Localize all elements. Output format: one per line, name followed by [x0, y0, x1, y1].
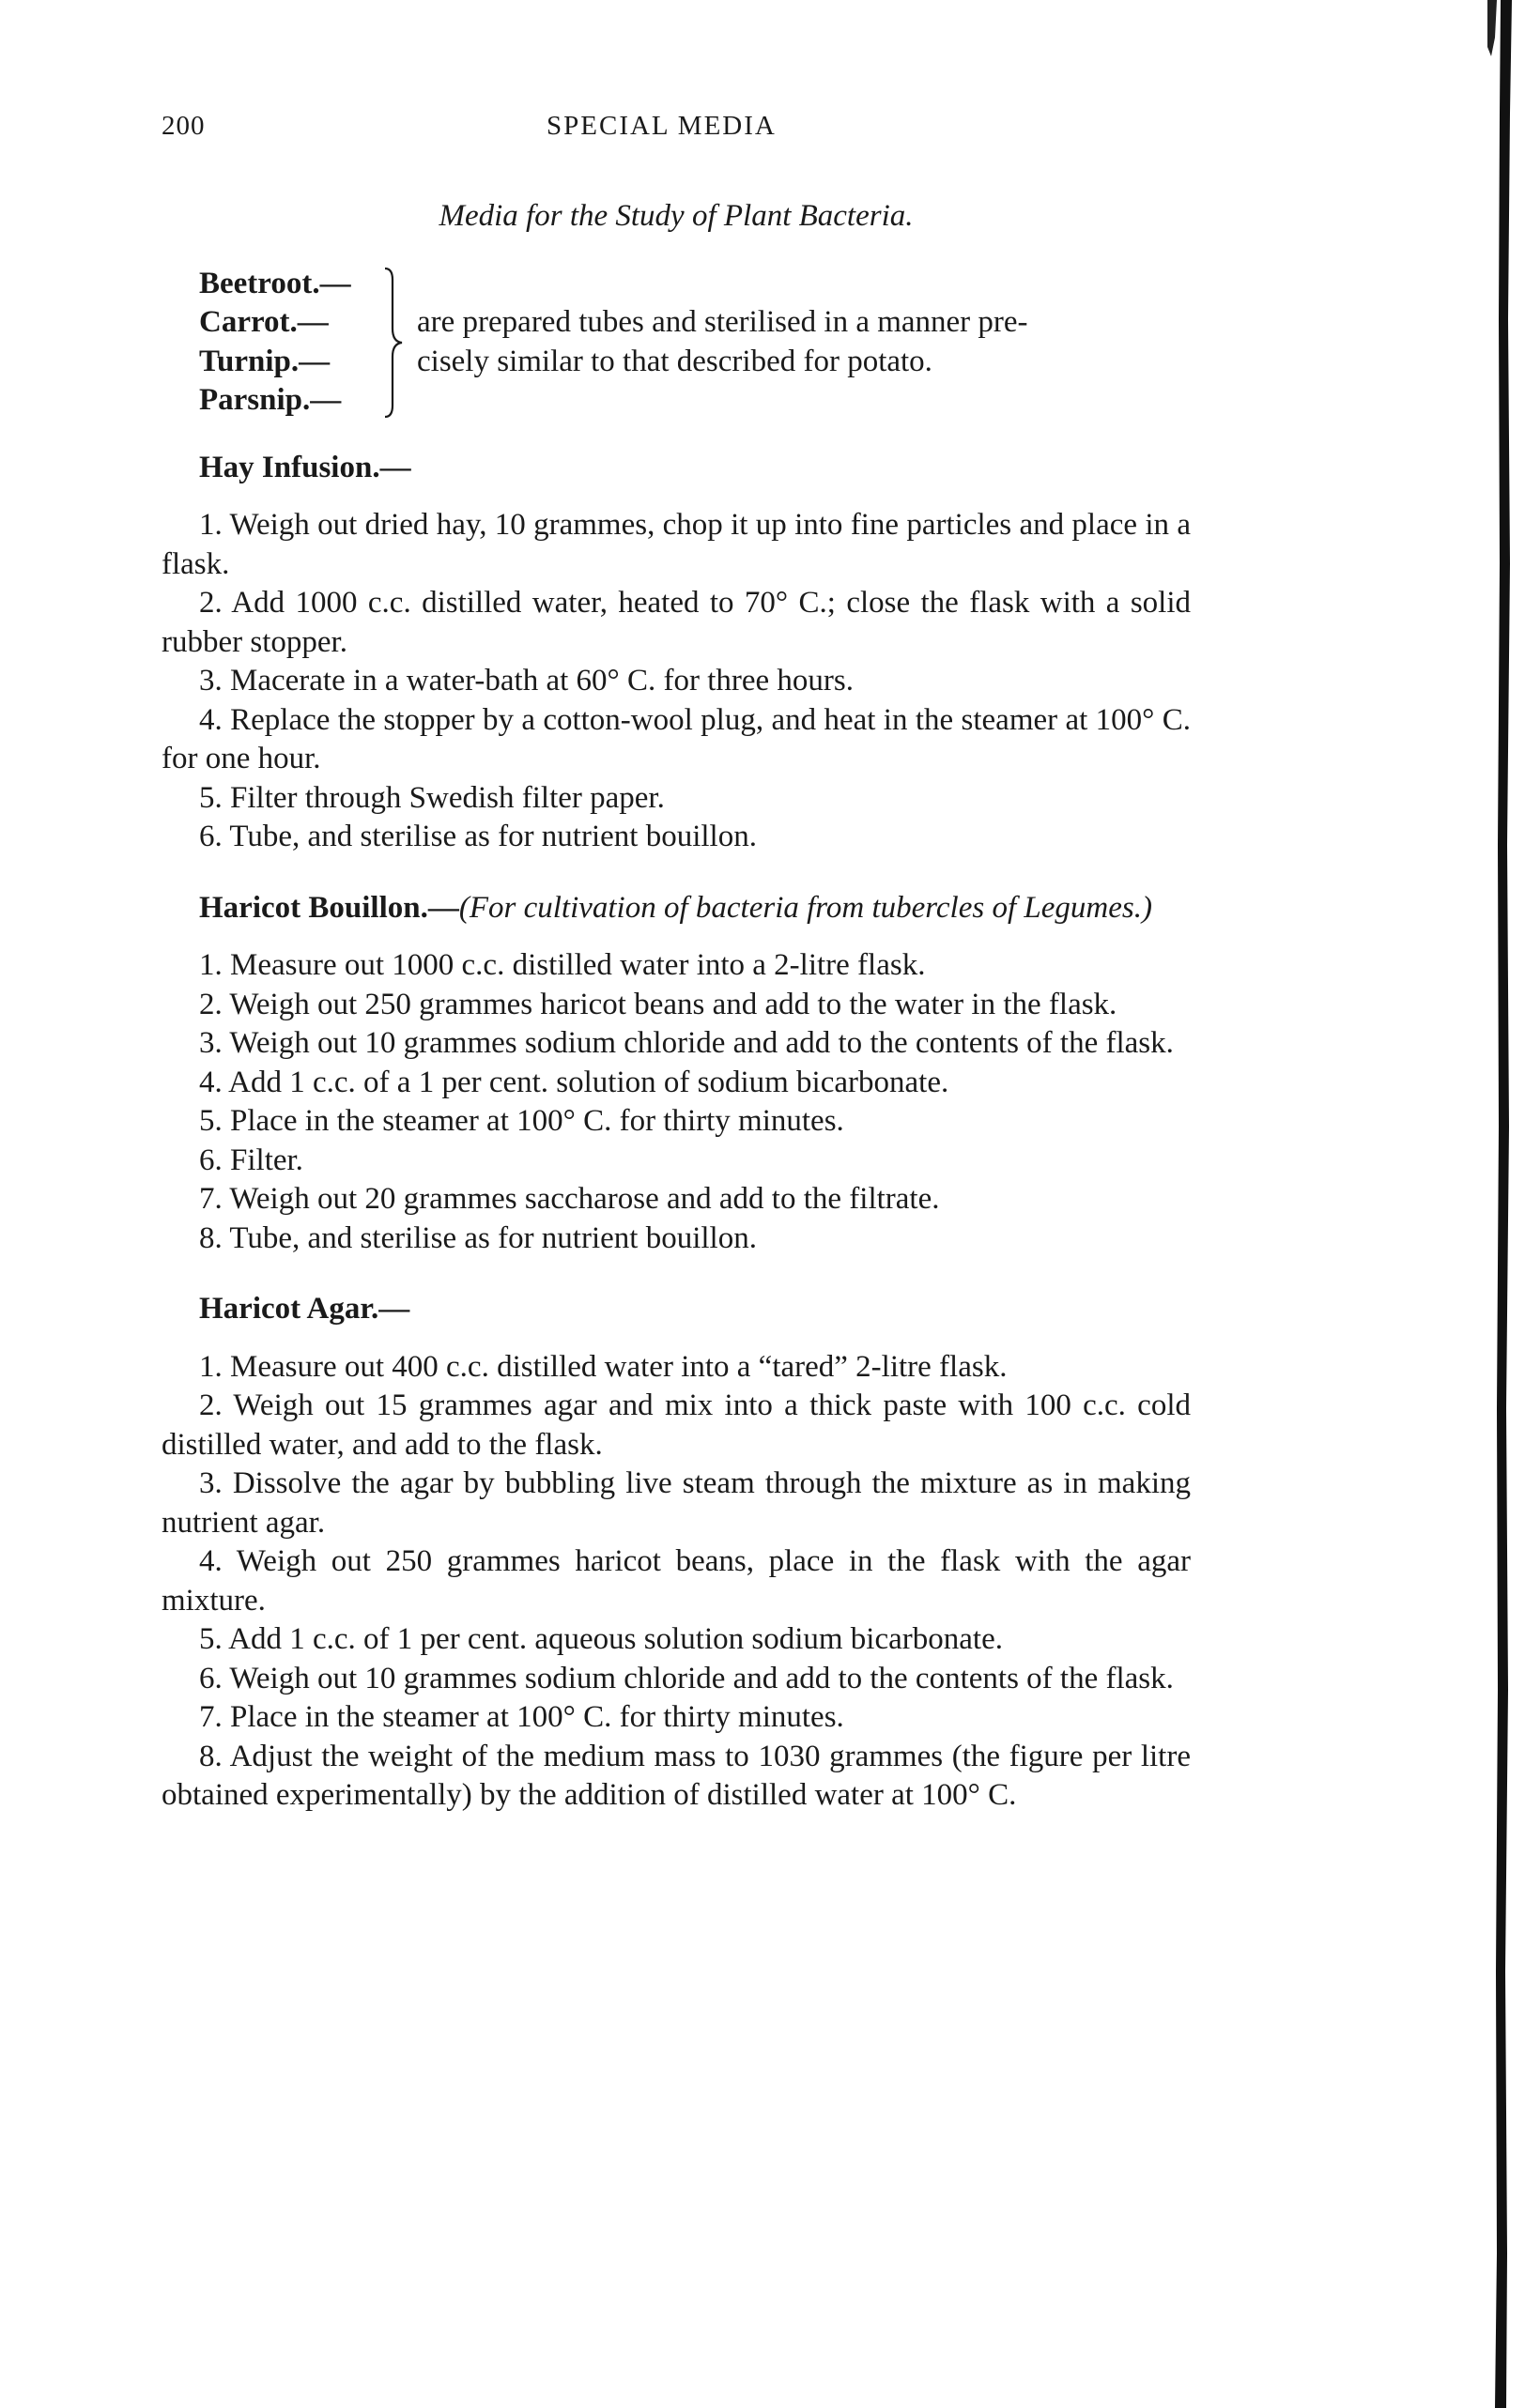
recipe-step: 8. Tube, and sterilise as for nutrient bouillon. [199, 1220, 757, 1255]
vegetable-media-group [162, 265, 1191, 421]
recipe-step: 3. Weigh out 10 grammes sodium chloride and add to the contents of the flask. [199, 1026, 1174, 1060]
recipe-step: 3. Dissolve the agar by bubbling live steam through the mixture as in making nutrient agar. [162, 1466, 1191, 1540]
recipe-step: 4. Replace the stopper by a cotton-wool plug, and heat in the steamer at 100° C. for one hour. [162, 702, 1191, 775]
hay-infusion-section [162, 449, 1191, 857]
recipe-step: 6. Weigh out 10 grammes sodium chloride and add to the contents of the flask. [199, 1661, 1174, 1695]
recipe-step: 1. Measure out 1000 c.c. distilled water into a 2-litre flask. [199, 948, 926, 982]
vegetable-name: Parsnip.— [199, 383, 342, 417]
vegetable-name: Carrot.— [199, 305, 329, 339]
recipe-step: 5. Filter through Swedish filter paper. [199, 780, 665, 815]
page-body [162, 197, 1191, 1848]
vegetable-description-line: cisely similar to that described for potato. [417, 344, 932, 378]
vegetable-name: Turnip.— [199, 344, 331, 378]
vegetable-name: Beetroot.— [199, 266, 351, 300]
section-heading [162, 889, 1191, 928]
recipe-step: 1. Measure out 400 c.c. distilled water into a “tared” 2-litre flask. [199, 1349, 1008, 1384]
recipe-step: 2. Add 1000 c.c. distilled water, heated to 70° C.; close the flask with a solid rubber stopper. [162, 586, 1191, 659]
recipe-step: 3. Macerate in a water-bath at 60° C. for three hours. [199, 664, 855, 698]
recipe-step: 5. Place in the steamer at 100° C. for thirty minutes. [199, 1104, 844, 1138]
recipe-step: 8. Adjust the weight of the medium mass to 1030 grammes (the figure per litre obtained experimentally) by the addition of distilled water at 100° C. [162, 1739, 1191, 1812]
recipe-step: 7. Weigh out 20 grammes saccharose and add to the filtrate. [199, 1182, 940, 1216]
recipe-steps [162, 946, 1191, 1258]
section-heading-label: Haricot Bouillon.— [199, 890, 459, 925]
haricot-bouillon-section [162, 889, 1191, 1259]
vegetable-description [417, 303, 1191, 381]
page-number: 200 [162, 111, 206, 141]
section-heading: Haricot Agar.— [199, 1292, 410, 1326]
recipe-step: 5. Add 1 c.c. of 1 per cent. aqueous solution sodium bicarbonate. [199, 1622, 1003, 1656]
section-heading: Hay Infusion.— [199, 450, 411, 484]
haricot-agar-section [162, 1290, 1191, 1816]
vegetable-description-line: are prepared tubes and sterilised in a manner pre- [417, 305, 1028, 339]
right-brace-icon [381, 267, 409, 419]
recipe-step: 7. Place in the steamer at 100° C. for thirty minutes. [199, 1700, 844, 1734]
section-title: Media for the Study of Plant Bacteria. [439, 199, 914, 233]
running-head: SPECIAL MEDIA [547, 111, 777, 141]
recipe-step: 4. Add 1 c.c. of a 1 per cent. solution of sodium bicarbonate. [199, 1065, 949, 1099]
section-heading-note: (For cultivation of bacteria from tubercles of Legumes.) [458, 890, 1152, 925]
recipe-step: 2. Weigh out 250 grammes haricot beans and add to the water in the flask. [199, 987, 1117, 1021]
recipe-steps [162, 1348, 1191, 1816]
recipe-step: 1. Weigh out dried hay, 10 grammes, chop it up into fine particles and place in a flask. [162, 508, 1191, 581]
recipe-step: 2. Weigh out 15 grammes agar and mix into a thick paste with 100 c.c. cold distilled water, and add to the flask. [162, 1388, 1191, 1462]
recipe-step: 6. Filter. [199, 1143, 303, 1177]
binding-edge-shadow [1487, 0, 1525, 2408]
recipe-step: 6. Tube, and sterilise as for nutrient bouillon. [199, 820, 757, 853]
recipe-step: 4. Weigh out 250 grammes haricot beans, place in the flask with the agar mixture. [162, 1544, 1191, 1618]
